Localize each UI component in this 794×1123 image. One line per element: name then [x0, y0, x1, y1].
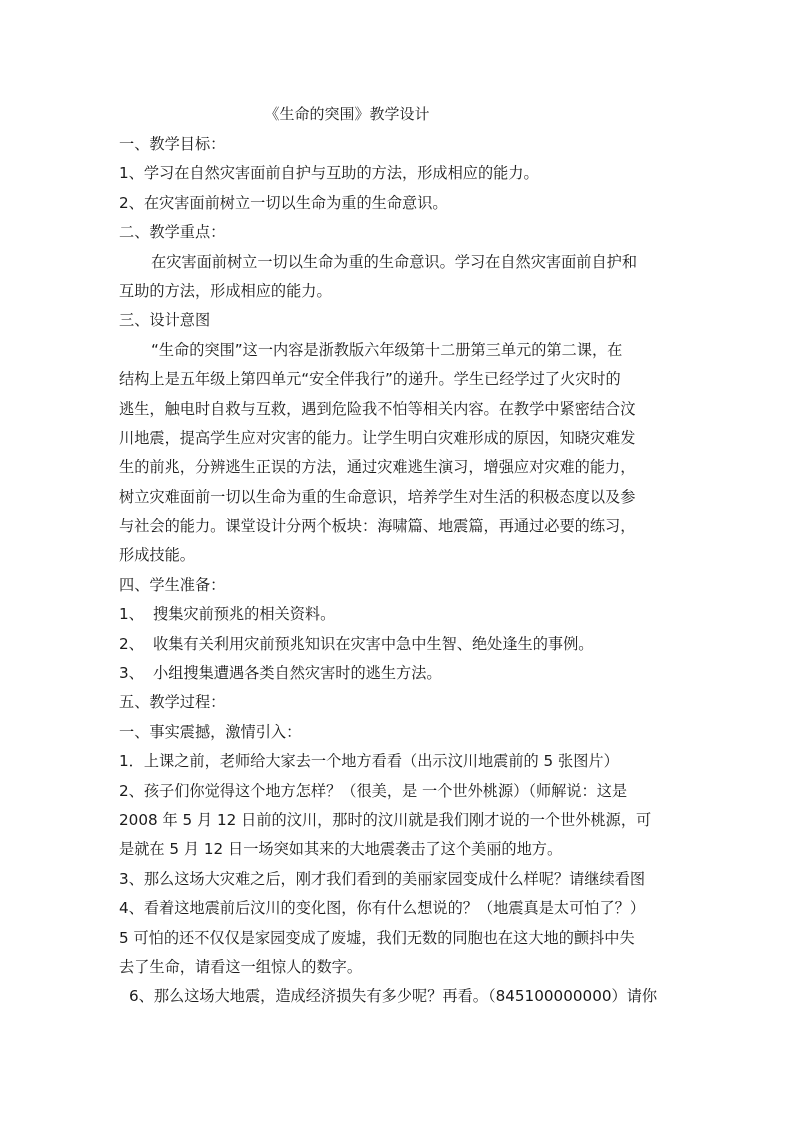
- prep-item-text: 搜集灾前预兆的相关资料。: [153, 605, 336, 624]
- process-step-2-line-2: 2008 年 5 月 12 日前的汶川，那时的汶川就是我们刚才说的一个世外桃源，可: [119, 810, 652, 829]
- heading-design-intent: 三、设计意图: [119, 311, 211, 330]
- heading-teaching-focus: 二、教学重点：: [119, 223, 226, 242]
- process-step-4: 4、看着这地震前后汶川的变化图，你有什么想说的？（地震真是太可怕了？）: [119, 899, 646, 918]
- prep-item-number: 1、: [119, 605, 144, 624]
- intent-paragraph-line-8: 形成技能。: [119, 546, 195, 565]
- process-step-2-line-1: 2、孩子们你觉得这个地方怎样？（很美，是 一个世外桃源）（师解说：这是: [119, 781, 628, 800]
- prep-item-number: 2、: [119, 634, 144, 653]
- intent-paragraph-line-1: “生命的突围”这一内容是浙教版六年级第十二册第三单元的第二课，在: [151, 340, 623, 359]
- prep-item-3: [119, 659, 679, 688]
- prep-item-2: [119, 630, 679, 659]
- intent-paragraph-line-5: 生的前兆，分辨逃生正误的方法，通过灾难逃生演习，增强应对灾难的能力，: [119, 458, 636, 477]
- intent-paragraph-line-2: 结构上是五年级上第四单元“安全伴我行”的递升。学生已经学过了火灾时的: [119, 370, 621, 389]
- heading-student-prep: 四、学生准备：: [119, 575, 226, 594]
- prep-item-text: 收集有关利用灾前预兆知识在灾害中急中生智、绝处逢生的事例。: [153, 634, 594, 653]
- process-step-6: 6、那么这场大地震，造成经济损失有多少呢？再看。（845100000000）请你: [129, 987, 658, 1006]
- process-step-5-line-2: 去了生命，请看这一组惊人的数字。: [119, 957, 362, 976]
- focus-paragraph-line-2: 互助的方法，形成相应的能力。: [119, 281, 332, 300]
- goal-item-2: 2、在灾害面前树立一切以生命为重的生命意识。: [119, 193, 448, 212]
- intent-paragraph-line-3: 逃生，触电时自救与互救，遇到危险我不怕等相关内容。在教学中紧密结合汶: [119, 399, 636, 418]
- prep-item-text: 小组搜集遭遇各类自然灾害时的逃生方法。: [153, 664, 442, 683]
- document-title: 《生命的突围》教学设计: [264, 105, 430, 123]
- goal-item-1: 1、学习在自然灾害面前自护与互助的方法，形成相应的能力。: [119, 164, 539, 183]
- process-step-5-line-1: 5 可怕的还不仅仅是家园变成了废墟，我们无数的同胞也在这大地的颤抖中失: [119, 928, 635, 947]
- intent-paragraph-line-4: 川地震，提高学生应对灾害的能力。让学生明白灾难形成的原因，知晓灾难发: [119, 428, 636, 447]
- focus-paragraph-line-1: 在灾害面前树立一切以生命为重的生命意识。学习在自然灾害面前自护和: [151, 252, 637, 271]
- prep-item-number: 3、: [119, 664, 144, 683]
- process-step-1: 1．上课之前，老师给大家去一个地方看看（出示汶川地震前的 5 张图片）: [119, 752, 619, 771]
- process-step-3: 3、那么这场大灾难之后，刚才我们看到的美丽家园变成什么样呢？请继续看图: [119, 869, 646, 888]
- heading-teaching-goals: 一、教学目标：: [119, 135, 226, 153]
- intent-paragraph-line-6: 树立灾难面前一切以生命为重的生命意识，培养学生对生活的积极态度以及参: [119, 487, 636, 506]
- prep-list: [119, 600, 679, 688]
- intent-paragraph-line-7: 与社会的能力。课堂设计分两个板块：海啸篇、地震篇，再通过必要的练习，: [119, 517, 636, 536]
- prep-item-1: [119, 600, 679, 629]
- heading-intro: 一、事实震撼，激情引入：: [119, 722, 302, 741]
- process-step-2-line-3: 是就在 5 月 12 日一场突如其来的大地震袭击了这个美丽的地方。: [119, 840, 563, 859]
- document-body: [119, 130, 679, 1012]
- heading-teaching-process: 五、教学过程：: [119, 693, 226, 712]
